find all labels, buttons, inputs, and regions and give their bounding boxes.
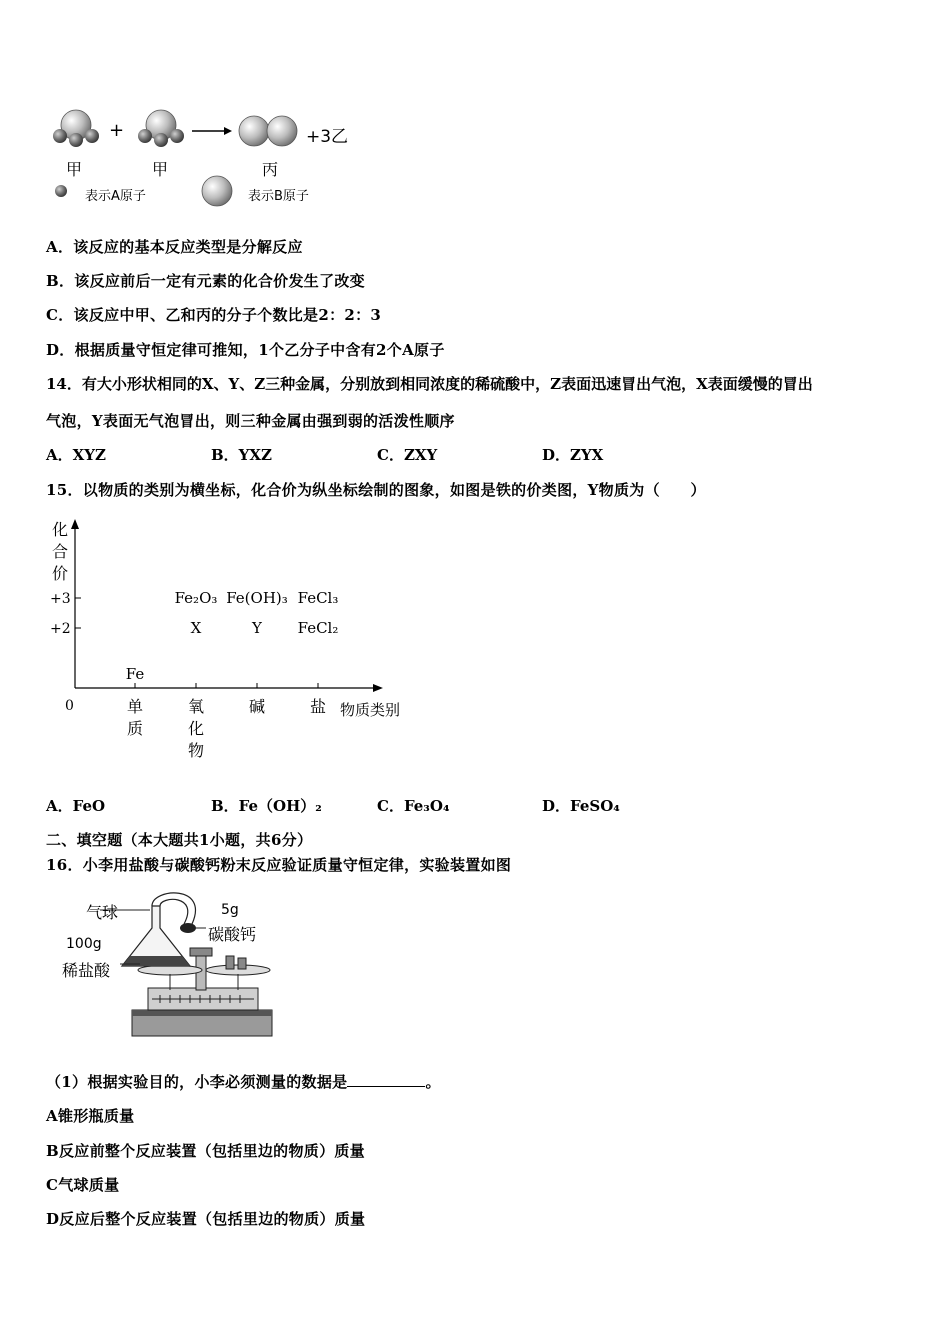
q16-sub1 — [46, 1071, 441, 1092]
y-axis-label-char: 合 — [52, 542, 69, 561]
q15-stem: 15．以物质的类别为横坐标，化合价为纵坐标绘制的图象，如图是铁的价类图，Y物质为（ ） — [46, 481, 706, 499]
q14-option-a: A．XYZ — [46, 446, 106, 464]
molecule-bing — [239, 116, 297, 146]
label-hcl-mass: 100g — [66, 936, 102, 952]
q15-option-c: C．Fe₃O₄ — [377, 797, 450, 815]
x-tick-label-char: 氧 — [187, 697, 205, 716]
q14-option-d: D．ZYX — [542, 446, 604, 464]
q15-option-b: B．Fe（OH）₂ — [211, 797, 322, 815]
reaction-label-bing: 丙 — [262, 160, 279, 179]
answer-blank[interactable] — [347, 1072, 425, 1087]
q14-stem-line2: 气泡，Y表面无气泡冒出，则三种金属由强到弱的活泼性顺序 — [46, 412, 455, 430]
q16-choice-b: B反应前整个反应装置（包括里边的物质）质量 — [46, 1142, 365, 1160]
label-caco3-mass: 5g — [221, 902, 239, 918]
molecule-jia-1 — [53, 110, 99, 147]
q14-option-b: B．YXZ — [211, 446, 272, 464]
x-tick-label-char: 物 — [187, 741, 205, 760]
chart-point-label: FeCl₂ — [297, 619, 339, 637]
chart-point-label: Fe₂O₃ — [174, 589, 218, 607]
x-tick-label-char: 质 — [126, 719, 144, 738]
molecule-jia-2 — [138, 110, 184, 147]
q16-sub1-suffix: 。 — [425, 1073, 441, 1091]
reaction-plus: + — [109, 120, 125, 141]
x-tick-label-char: 盐 — [309, 697, 327, 716]
x-tick-label-char: 碱 — [248, 697, 266, 716]
chart-point-label: Fe(OH)₃ — [226, 589, 288, 607]
y-axis-arrow — [71, 519, 79, 529]
reaction-label-jia-2: 甲 — [152, 160, 169, 179]
q16-stem: 16．小李用盐酸与碳酸钙粉末反应验证质量守恒定律，实验装置如图 — [46, 856, 512, 874]
legend-atom-a-label: 表示A原子 — [85, 189, 146, 204]
label-balloon: 气球 — [86, 903, 119, 922]
label-hcl: 稀盐酸 — [62, 961, 111, 980]
q13-option-b: B．该反应前后一定有元素的化合价发生了改变 — [46, 272, 365, 290]
x-tick-label-char: 单 — [126, 697, 144, 716]
reaction-arrow — [192, 127, 232, 135]
reaction-label-jia-1: 甲 — [66, 160, 83, 179]
chart-point-label: FeCl₃ — [297, 589, 339, 607]
chart-point-label: Y — [252, 619, 262, 637]
q14-option-c: C．ZXY — [377, 446, 438, 464]
q16-choice-d: D反应后整个反应装置（包括里边的物质）质量 — [46, 1210, 366, 1228]
atom-b-legend-icon — [202, 176, 232, 206]
y-tick-label: +2 — [50, 621, 71, 637]
x-tick-label-char: 化 — [187, 719, 205, 738]
origin-label: 0 — [65, 698, 74, 714]
y-axis-label-char: 价 — [52, 564, 69, 583]
x-axis-label: 物质类别 — [340, 701, 401, 719]
chart-point-label: Fe — [125, 665, 145, 683]
chart-point-label: X — [190, 619, 202, 637]
atom-a-legend-icon — [55, 185, 67, 197]
q16-sub1-prefix: （1）根据实验目的，小李必须测量的数据是 — [46, 1073, 348, 1091]
label-caco3: 碳酸钙 — [208, 925, 257, 944]
q14-stem-line1: 14．有大小形状相同的X、Y、Z三种金属，分别放到相同浓度的稀硫酸中，Z表面迅速冒出气泡，X表面缓慢的冒出 — [46, 375, 813, 393]
iron-valence-chart — [40, 515, 430, 775]
q13-option-c: C．该反应中甲、乙和丙的分子个数比是2：2：3 — [46, 306, 382, 324]
q16-choice-c: C气球质量 — [46, 1176, 120, 1194]
reaction-extra-product: +3乙 — [306, 127, 349, 147]
y-axis-label-char: 化 — [52, 520, 69, 539]
q15-option-a: A．FeO — [46, 797, 106, 815]
section-heading: 二、填空题（本大题共1小题，共6分） — [46, 831, 313, 849]
y-tick-label: +3 — [50, 591, 71, 607]
q13-option-d: D．根据质量守恒定律可推知，1个乙分子中含有2个A原子 — [46, 341, 445, 359]
q16-choice-a: A锥形瓶质量 — [46, 1107, 135, 1125]
q15-option-d: D．FeSO₄ — [542, 797, 620, 815]
legend-atom-b-label: 表示B原子 — [248, 189, 309, 204]
x-axis-arrow — [373, 684, 383, 692]
q13-option-a: A．该反应的基本反应类型是分解反应 — [46, 238, 303, 256]
